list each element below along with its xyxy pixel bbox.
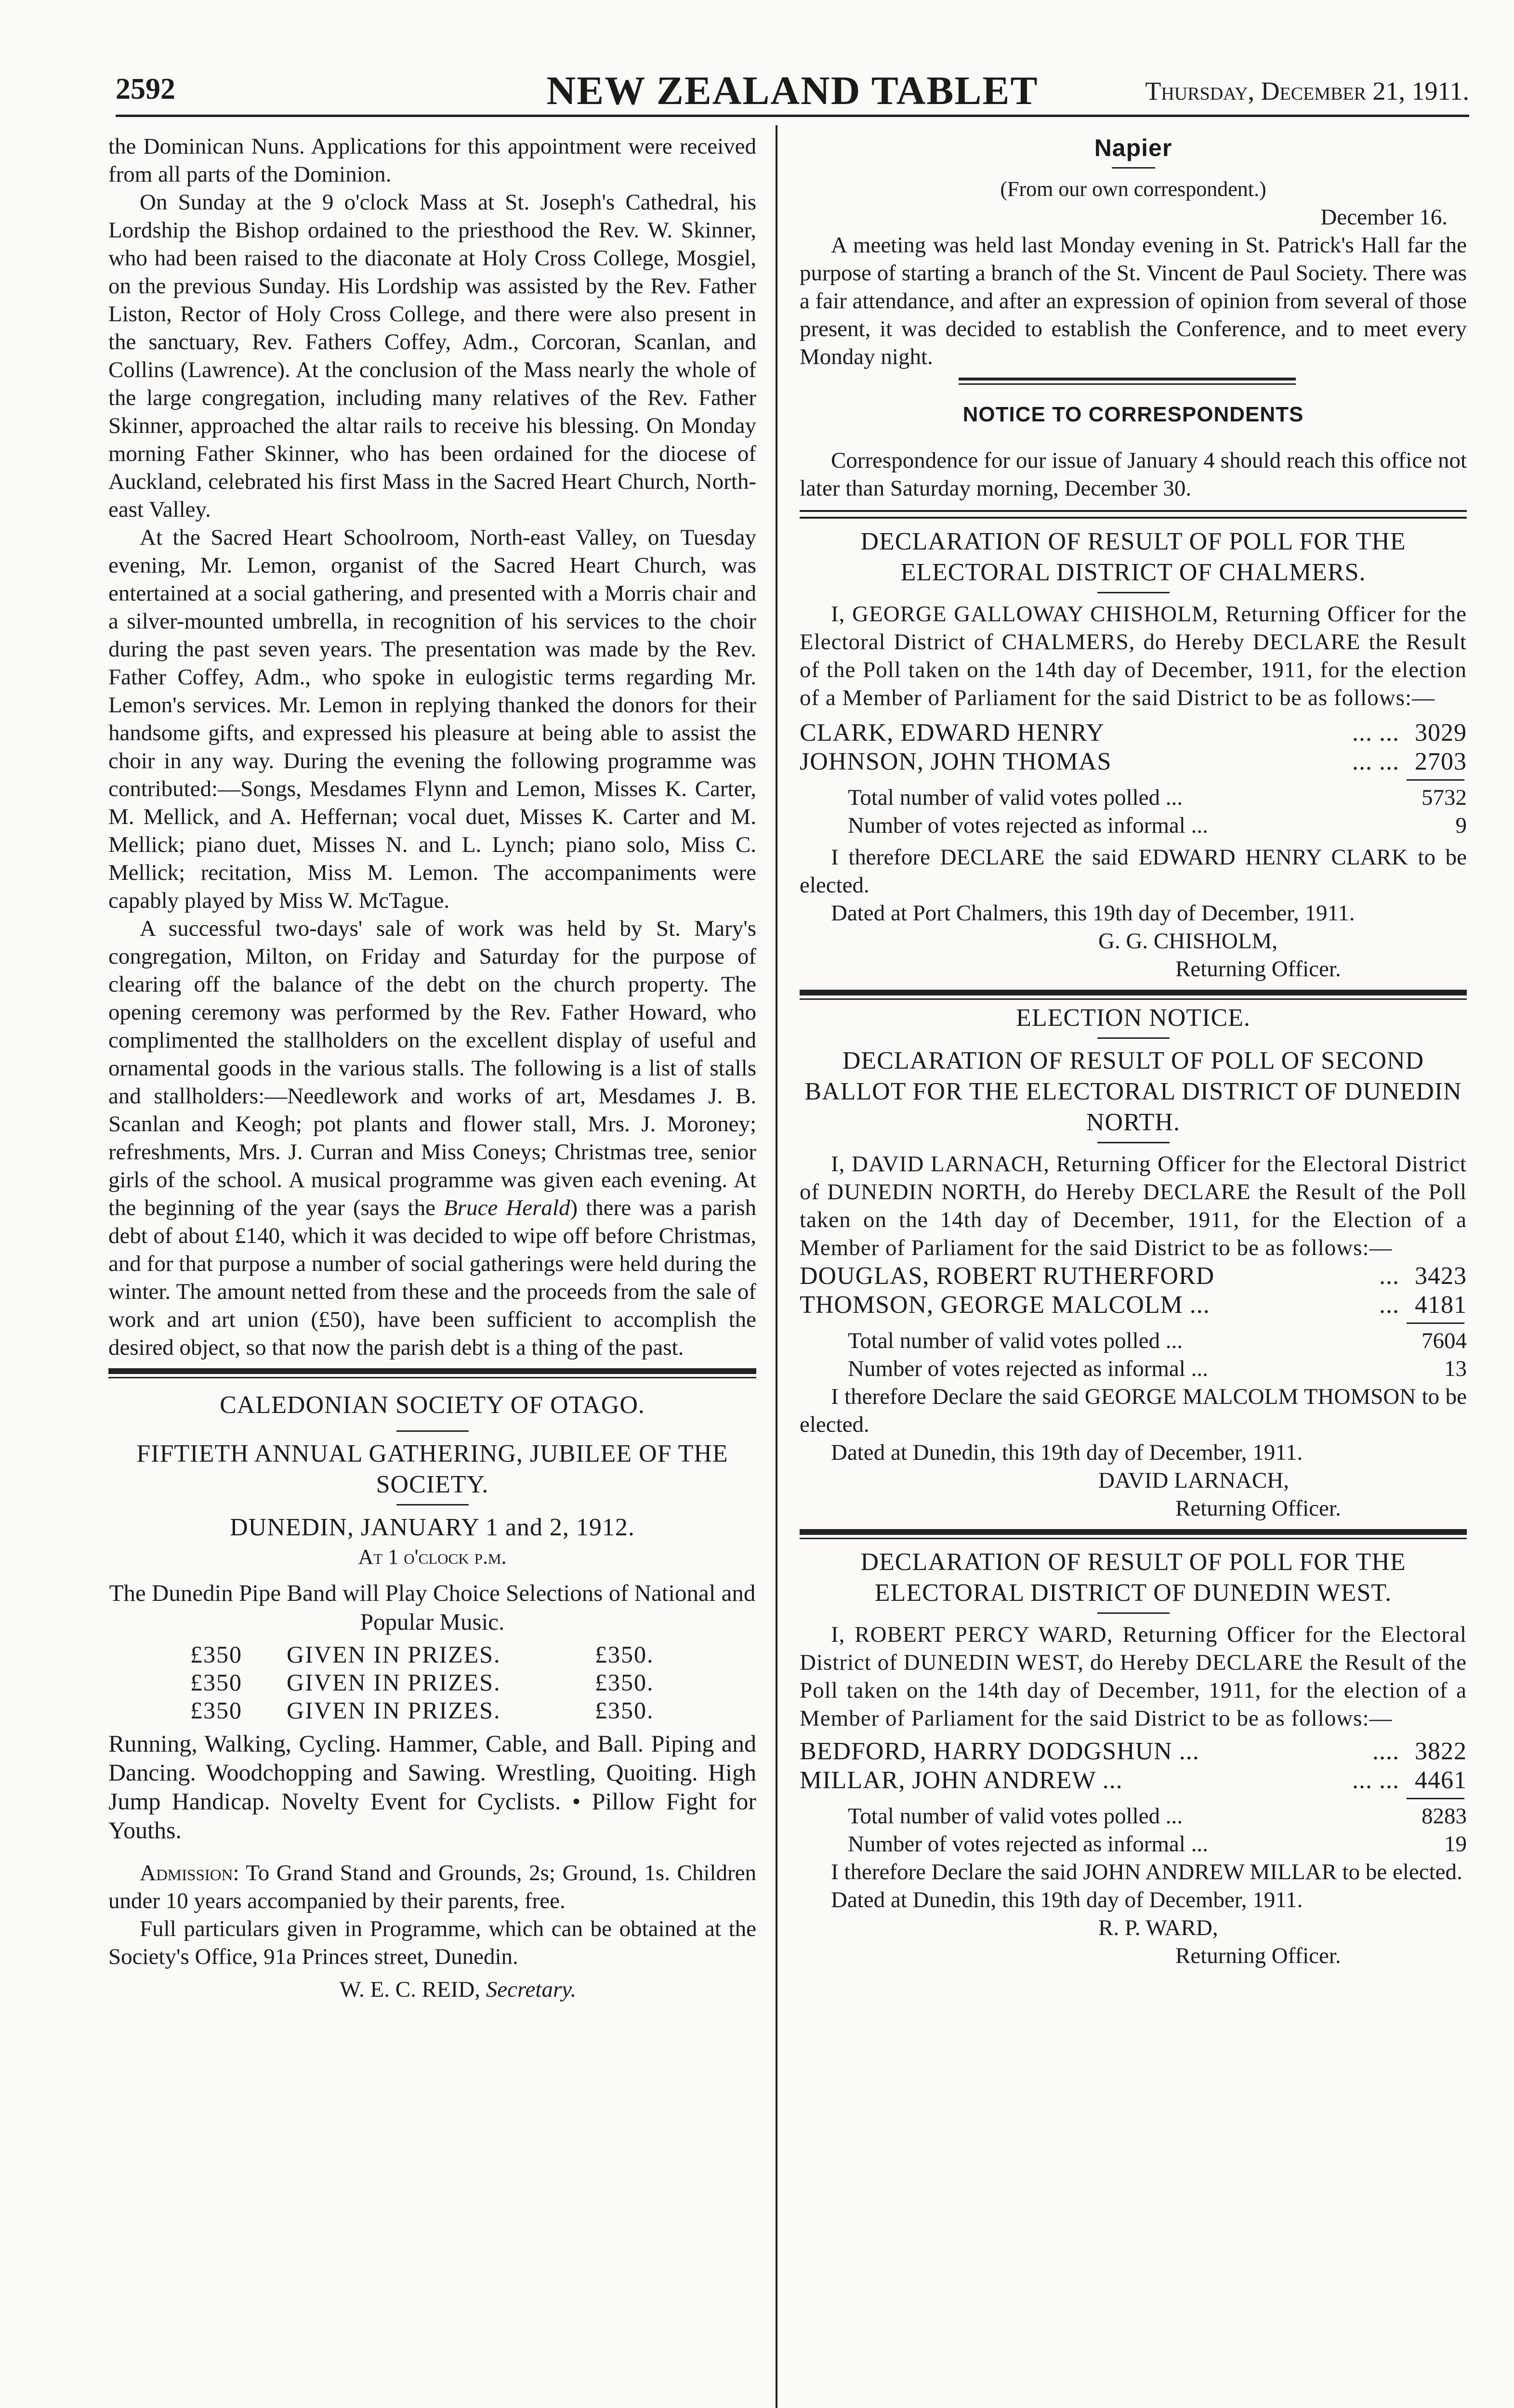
napier-title: Napier (1094, 134, 1172, 161)
total-valid-row: Total number of valid votes polled ... 5732 (848, 785, 1467, 810)
dnorth-title: DECLARATION OF RESULT OF POLL OF SECOND BALLOT FOR THE ELECTORAL DISTRICT OF DUNEDIN NORTH. (804, 1047, 1462, 1136)
total-valid-row: Total number of valid votes polled ... 7604 (848, 1328, 1467, 1353)
divider (396, 1430, 469, 1432)
divider (1097, 1037, 1170, 1039)
chalmers-title: DECLARATION OF RESULT OF POLL FOR THE ELECTORAL DISTRICT OF CHALMERS. (860, 528, 1406, 586)
dnorth-declare: I therefore Declare the said GEORGE MALCOLM THOMSON to be elected. (800, 1384, 1467, 1437)
notice-body: Correspondence for our issue of January 4 should reach this office not later than Saturday morning, December 30. (800, 448, 1467, 501)
section-rule (959, 378, 1296, 380)
divider (1097, 1612, 1170, 1614)
ad-subtitle: FIFTIETH ANNUAL GATHERING, JUBILEE OF THE SOCIETY. (136, 1440, 728, 1498)
article-paragraph: At the Sacred Heart Schoolroom, North-east Valley, on Tuesday evening, Mr. Lemon, organist of the Sacred Heart Church, was entertained at a social gathering, and presented with a Morris chair and a silver-mounted umbrella, in recognition of his services to the choir during the past seven years. The presentation was made by the Rev. Father Coffey, Adm., who spoke in eulogistic terms regarding Mr. Lemon's services. Mr. Lemon in replying thanked the donors for their handsome gifts, and expressed his pleasure at being able to assist the choir in any way. During the evening the following programme was contributed:—Songs, Mesdames Flynn and Lemon, Misses K. Carter, M. Mellick, and A. Heffernan; vocal duet, Misses K. Carter and M. Mellick; piano duet, Misses N. and L. Lynch; piano solo, Miss C. Mellick; recitation, Miss M. Lemon. The accompaniments were capably played by Miss W. McTague. (108, 525, 756, 913)
dwest-title: DECLARATION OF RESULT OF POLL FOR THE ELECTORAL DISTRICT OF DUNEDIN WEST. (860, 1548, 1406, 1607)
chalmers-declaration (800, 526, 1467, 983)
total-informal-row: Number of votes rejected as informal ... 9 (848, 813, 1467, 838)
newspaper-name: Bruce Herald (444, 1195, 570, 1220)
sum-rule (1407, 1798, 1464, 1799)
ad-particulars: Full particulars given in Programme, which can be obtained at the Society's Office, 91a Princes street, Dunedin. (108, 1916, 756, 1969)
chalmers-signature-name: G. G. CHISHOLM, (1098, 929, 1278, 954)
prize-line: £350 GIVEN IN PRIZES. £350. (190, 1669, 654, 1696)
text-run: ) there was a parish debt of about £140, which it was decided to wipe off before Christmas, and for that purpose a number of social gatherings were held during the winter. The amount netted from these and the proceeds from the sale of work and art union (£50), have been sufficient to accomplish the desired object, so that now the parish debt is a thing of the past. (108, 1195, 756, 1360)
chalmers-dated: Dated at Port Chalmers, this 19th day of December, 1911. (831, 901, 1355, 926)
sum-rule (1407, 1322, 1464, 1324)
page-number: 2592 (116, 73, 175, 105)
napier-body: A meeting was held last Monday evening in St. Patrick's Hall far the purpose of starting a branch of the St. Vincent de Paul Society. There was a fair attendance, and after an expression of opinion from several of those present, it was decided to establish the Conference, and to meet every Monday night. (800, 233, 1467, 369)
dnorth-dated: Dated at Dunedin, this 19th day of December, 1911. (831, 1440, 1303, 1465)
column-divider (776, 125, 777, 2408)
ad-time: At 1 o'clock p.m. (358, 1545, 507, 1569)
section-rule (959, 383, 1296, 385)
ad-signature (108, 1976, 756, 2003)
dwest-dated: Dated at Dunedin, this 19th day of December, 1911. (831, 1887, 1303, 1912)
sum-rule (1407, 779, 1464, 781)
secretary-title: Secretary. (486, 1977, 577, 2002)
divider (1097, 592, 1170, 593)
dwest-signature-name: R. P. WARD, (1098, 1915, 1218, 1940)
prize-line: £350 GIVEN IN PRIZES. £350. (190, 1697, 654, 1724)
notice-title: NOTICE TO CORRESPONDENTS (962, 403, 1304, 426)
dunedin-west-declaration (800, 1547, 1467, 1970)
section-rule (800, 990, 1467, 995)
prize-line: £350 GIVEN IN PRIZES. £350. (190, 1641, 654, 1668)
total-informal-row: Number of votes rejected as informal ... 19 (848, 1832, 1467, 1857)
dnorth-signature-name: DAVID LARNACH, (1098, 1468, 1290, 1493)
section-rule (108, 1377, 756, 1378)
section-rule (800, 1529, 1467, 1535)
dwest-declare: I therefore Declare the said JOHN ANDREW MILLAR to be elected. (831, 1859, 1462, 1885)
section-rule (108, 1368, 756, 1374)
secretary-name: W. E. C. REID, (340, 1977, 481, 2002)
ad-band: The Dunedin Pipe Band will Play Choice Selections of National and Popular Music. (109, 1580, 756, 1635)
ad-when: DUNEDIN, JANUARY 1 and 2, 1912. (230, 1514, 635, 1541)
total-informal-row: Number of votes rejected as informal ... 13 (848, 1356, 1467, 1381)
candidate-row: BEDFORD, HARRY DODGSHUN ... .... 3822 (800, 1738, 1467, 1765)
chalmers-signature-title: Returning Officer. (1175, 956, 1341, 982)
ad-events: Running, Walking, Cycling. Hammer, Cable, and Ball. Piping and Dancing. Woodchopping and Sawing. Wrestling, Quoiting. High Jump Handicap. Novelty Event for Cyclists. • Pillow Fight for Youths. (108, 1730, 756, 1844)
napier-date: December 16. (1320, 205, 1448, 230)
candidate-row: THOMSON, GEORGE MALCOLM ... ... 4181 (800, 1291, 1467, 1319)
section-rule (800, 998, 1467, 1000)
article-paragraph: the Dominican Nuns. Applications for this appointment were received from all parts of the Dominion. (108, 134, 756, 187)
ad-admission (108, 1859, 756, 1915)
napier-from: (From our own correspondent.) (1000, 177, 1266, 201)
chalmers-intro: I, GEORGE GALLOWAY CHISHOLM, Returning Officer for the Electoral District of CHALMERS, do Hereby DECLARE the Result of the Poll taken on the 14th day of December, 1911, for the election of a Member of Parliament for the said District to be as follows:— (800, 602, 1467, 710)
divider (1112, 167, 1155, 169)
total-valid-row: Total number of valid votes polled ... 8283 (848, 1804, 1467, 1829)
caledonian-ad (108, 1390, 756, 2003)
chalmers-declare: I therefore DECLARE the said EDWARD HENRY CLARK to be elected. (800, 845, 1467, 898)
dwest-intro: I, ROBERT PERCY WARD, Returning Officer for the Electoral District of DUNEDIN WEST, do Hereby DECLARE the Result of the Poll taken on the 14th day of December, 1911, for the election of a Member of Parliament for the said District to be as follows:— (800, 1622, 1467, 1731)
dwest-signature-title: Returning Officer. (1175, 1943, 1341, 1968)
divider (1097, 1142, 1170, 1143)
admission-text: To Grand Stand and Grounds, 2s; Ground, 1s. Children under 10 years accompanied by their parents, free. (108, 1860, 756, 1913)
candidate-row: DOUGLAS, ROBERT RUTHERFORD ... 3423 (800, 1262, 1467, 1290)
candidate-row: MILLAR, JOHN ANDREW ... ... ... 4461 (800, 1767, 1467, 1794)
election-notice-banner: ELECTION NOTICE. (1016, 1004, 1251, 1032)
section-rule (800, 1538, 1467, 1539)
dunedin-north-declaration (800, 1003, 1467, 1522)
issue-date: Thursday, December 21, 1911. (1145, 77, 1469, 105)
section-rule (800, 510, 1467, 519)
text-run: A successful two-days' sale of work was held by St. Mary's congregation, Milton, on Friday and Saturday for the purpose of clearing off the balance of the debt on the church property. The opening ceremony was performed by the Rev. Father Howard, who complimented the stallholders on the excellent display of useful and ornamental goods in the various stalls. The following is a list of stalls and stallholders:—Needlework and works of art, Mesdames J. B. Scanlan and Keogh; pot plants and flower stall, Mrs. J. Moroney; refreshments, Mrs. J. Curran and Miss Coneys; Christmas tree, senior girls of the school. A musical programme was given each evening. At the beginning of the year (says the (108, 916, 756, 1220)
candidate-row: JOHNSON, JOHN THOMAS ... ... 2703 (800, 748, 1467, 775)
masthead: NEW ZEALAND TABLET (546, 68, 1039, 113)
divider (396, 1504, 469, 1505)
header-rule (116, 115, 1469, 117)
dnorth-intro: I, DAVID LARNACH, Returning Officer for the Electoral District of DUNEDIN NORTH, do Hereby DECLARE the Result of the Poll taken on the 14th day of December, 1911, for the Election of a Member of Parliament for the said District to be as follows:— (800, 1152, 1467, 1260)
article-paragraph (108, 915, 756, 1361)
right-column (800, 132, 1467, 1970)
dnorth-signature-title: Returning Officer. (1175, 1496, 1341, 1521)
left-column (108, 132, 756, 2003)
page-header (116, 68, 1469, 116)
ad-title: CALEDONIAN SOCIETY OF OTAGO. (220, 1391, 645, 1419)
article-paragraph: On Sunday at the 9 o'clock Mass at St. Joseph's Cathedral, his Lordship the Bishop ordained to the priesthood the Rev. W. Skinner, who had been raised to the diaconate at Holy Cross College, Mosgiel, on the previous Sunday. His Lordship was assisted by the Rev. Father Liston, Rector of Holy Cross College, and there were also present in the sanctuary, Rev. Fathers Coffey, Adm., Corcoran, Scanlan, and Collins (Lawrence). At the conclusion of the Mass nearly the whole of the large congregation, including many relatives of the Rev. Father Skinner, approached the altar rails to receive his blessing. On Monday morning Father Skinner, who has been ordained for the diocese of Auckland, celebrated his first Mass in the Sacred Heart Church, North-east Valley. (108, 190, 756, 522)
admission-label: Admission: (140, 1860, 239, 1885)
candidate-row: CLARK, EDWARD HENRY ... ... 3029 (800, 719, 1467, 746)
